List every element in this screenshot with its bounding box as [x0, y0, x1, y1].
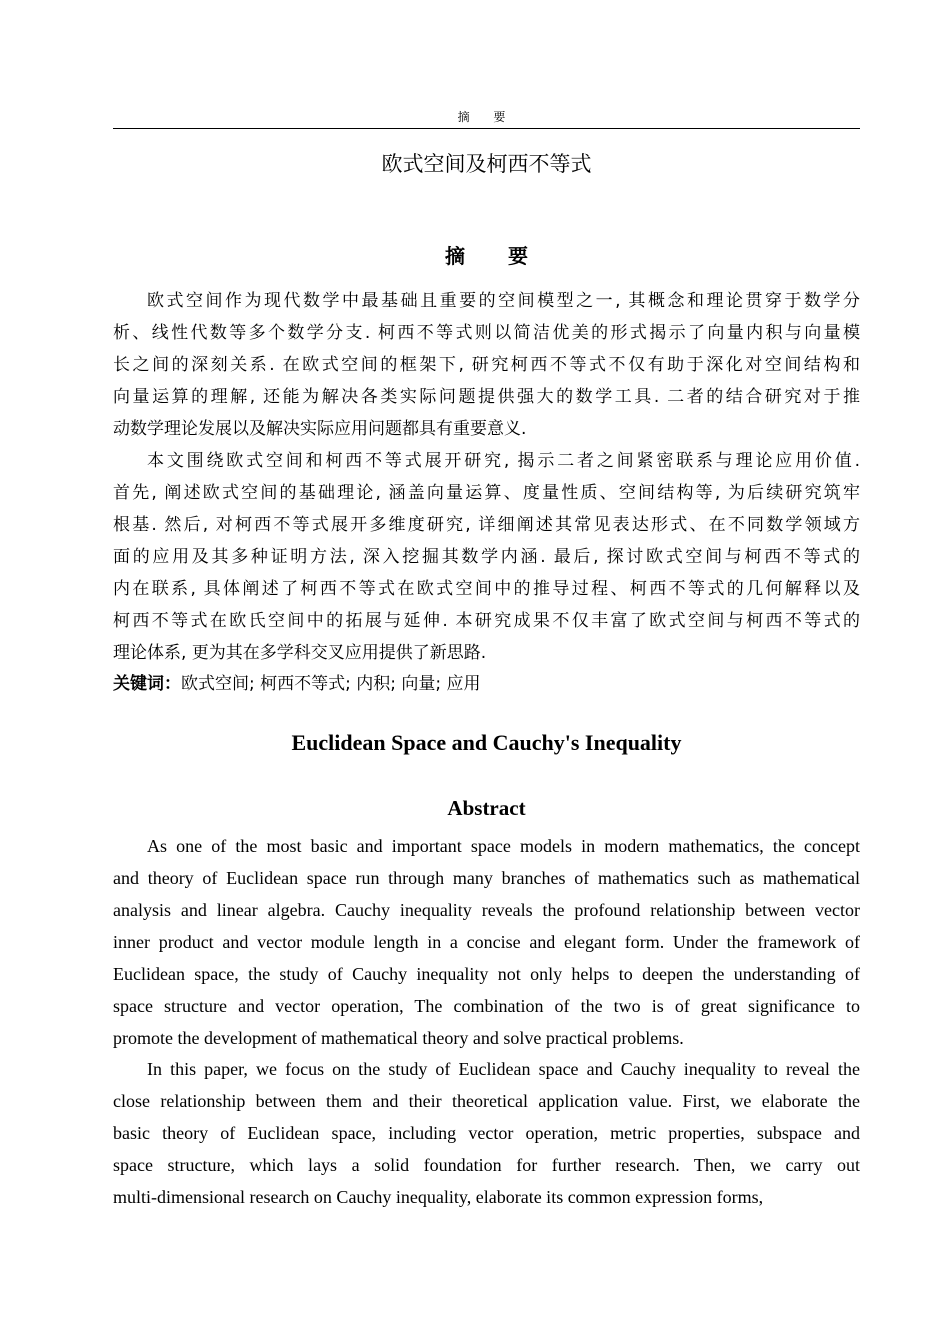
- text-line: space structure and vector operation, The combination of the two is of great significance to: [113, 996, 860, 1016]
- text-line: basic theory of Euclidean space, including vector operation, metric properties, subspace and: [113, 1123, 860, 1143]
- text-line: multi-dimensional research on Cauchy inequality, elaborate its common expression forms,: [113, 1187, 764, 1207]
- text-line: 理论体系, 更为其在多学科交叉应用提供了新思路.: [113, 643, 487, 663]
- text-line: 柯西不等式在欧氏空间中的拓展与延伸. 本研究成果不仅丰富了欧式空间与柯西不等式的: [113, 611, 860, 631]
- text-line: and theory of Euclidean space run through many branches of mathematics such as mathematical: [113, 868, 860, 888]
- text-line: 析、线性代数等多个数学分支. 柯西不等式则以简洁优美的形式揭示了向量内积与向量模: [113, 323, 860, 343]
- text-line: 动数学理论发展以及解决实际应用问题都具有重要意义.: [113, 419, 527, 439]
- text-line: 本文围绕欧式空间和柯西不等式展开研究, 揭示二者之间紧密联系与理论应用价值.: [147, 451, 860, 471]
- text-line: 面的应用及其多种证明方法, 深入挖掘其数学内涵. 最后, 探讨欧式空间与柯西不等式的: [113, 547, 860, 567]
- chinese-abstract-paragraph-1: [113, 285, 860, 445]
- text-line: As one of the most basic and important space models in modern mathematics, the concept: [147, 836, 860, 856]
- keywords-label: 关键词：: [113, 674, 181, 694]
- text-line: 首先, 阐述欧式空间的基础理论, 涵盖向量运算、度量性质、空间结构等, 为后续研究筑牢: [113, 483, 860, 503]
- english-abstract-heading: Abstract: [447, 796, 526, 820]
- chinese-keywords: [113, 668, 860, 700]
- text-line: promote the development of mathematical theory and solve practical problems.: [113, 1028, 684, 1048]
- text-line: 向量运算的理解, 还能为解决各类实际问题提供强大的数学工具. 二者的结合研究对于推: [113, 387, 860, 407]
- chinese-abstract-paragraph-2: [113, 445, 860, 669]
- keywords-list: 欧式空间; 柯西不等式; 内积; 向量; 应用: [181, 674, 481, 694]
- text-line: In this paper, we focus on the study of Euclidean space and Cauchy inequality to reveal the: [147, 1059, 860, 1079]
- english-title: Euclidean Space and Cauchy's Inequality: [291, 730, 682, 755]
- running-header: 摘 要: [457, 110, 516, 124]
- english-abstract-paragraph-1: [113, 830, 860, 1054]
- text-line: analysis and linear algebra. Cauchy inequality reveals the profound relationship between vector: [113, 900, 860, 920]
- text-line: close relationship between them and their theoretical application value. First, we elaborate the: [113, 1091, 860, 1111]
- text-line: 内在联系, 具体阐述了柯西不等式在欧式空间中的推导过程、柯西不等式的几何解释以及: [113, 579, 860, 599]
- chinese-abstract-heading: 摘 要: [445, 244, 546, 268]
- text-line: 根基. 然后, 对柯西不等式展开多维度研究, 详细阐述其常见表达形式、在不同数学领域方: [113, 515, 860, 535]
- chinese-title: 欧式空间及柯西不等式: [381, 152, 592, 176]
- text-line: space structure, which lays a solid foundation for further research. Then, we carry out: [113, 1155, 860, 1175]
- text-line: 长之间的深刻关系. 在欧式空间的框架下, 研究柯西不等式不仅有助于深化对空间结构和: [113, 355, 860, 375]
- header-rule: [113, 128, 860, 129]
- text-line: Euclidean space, the study of Cauchy inequality not only helps to deepen the understanding of: [113, 964, 860, 984]
- text-line: inner product and vector module length in a concise and elegant form. Under the framework of: [113, 932, 860, 952]
- english-abstract-paragraph-2: [113, 1053, 860, 1213]
- text-line: 欧式空间作为现代数学中最基础且重要的空间模型之一, 其概念和理论贯穿于数学分: [147, 291, 860, 311]
